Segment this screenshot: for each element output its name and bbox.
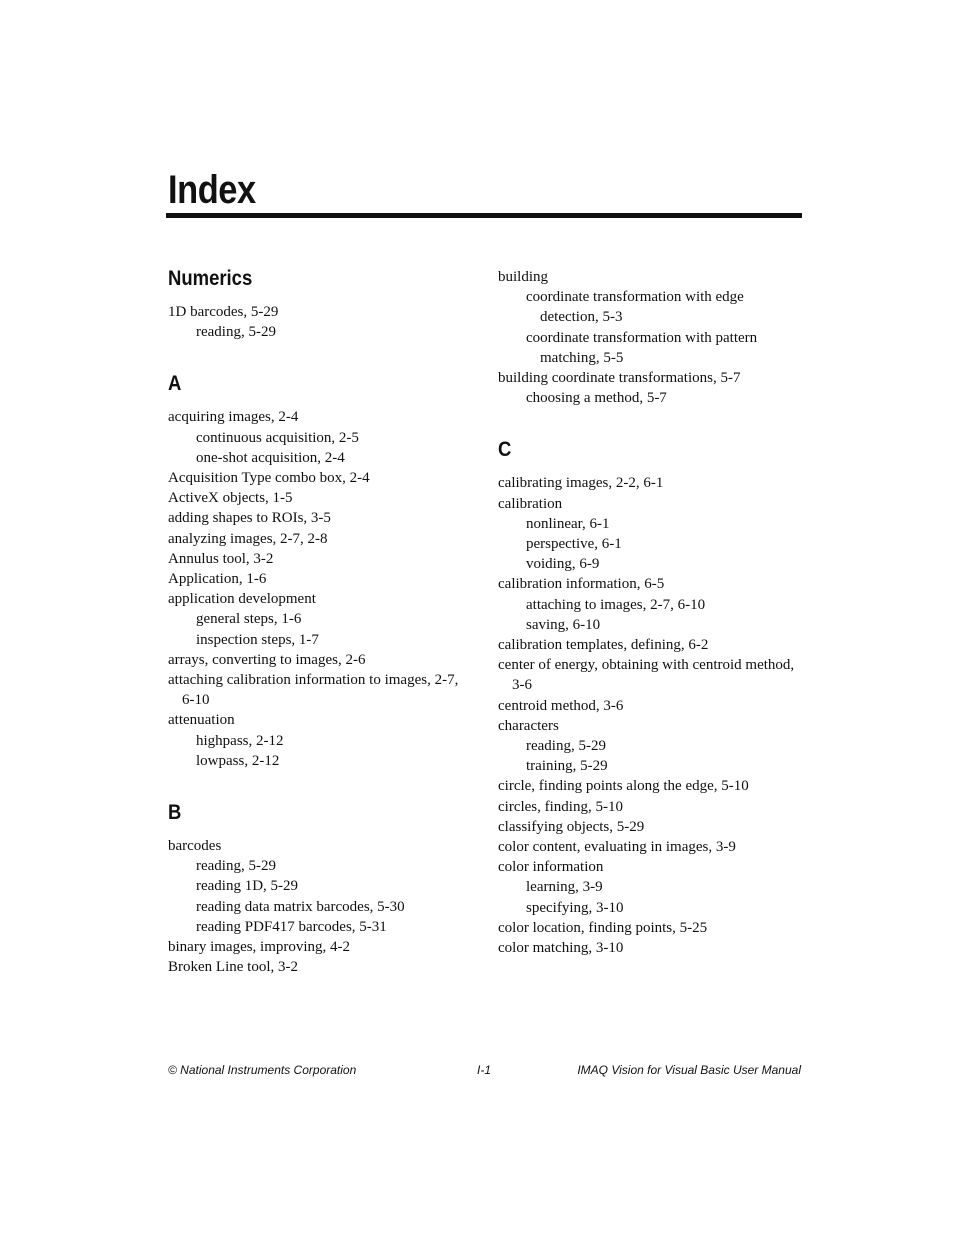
index-column-left (168, 260, 468, 977)
index-entry: 1D barcodes, 5-29 (168, 304, 279, 320)
index-subentry: coordinate transformation with pattern matching, 5-5 (526, 329, 758, 366)
index-entry: attaching calibration information to images, 2-7, 6-10 (168, 672, 459, 709)
index-subentry: voiding, 6-9 (526, 556, 600, 573)
index-subentry: nonlinear, 6-1 (526, 515, 610, 532)
title-rule (166, 213, 802, 218)
index-section-heading: A (168, 372, 182, 396)
index-section-heading: Numerics (168, 267, 253, 290)
index-entry: barcodes (168, 838, 222, 855)
index-subentry: continuous acquisition, 2-5 (196, 429, 359, 446)
page-title: Index (168, 168, 256, 212)
index-entry: acquiring images, 2-4 (168, 409, 299, 426)
index-entry: Application, 1-6 (168, 571, 267, 588)
index-subentry: reading 1D, 5-29 (196, 878, 299, 895)
index-entry: color location, finding points, 5-25 (498, 919, 708, 936)
footer-page-number: I-1 (477, 1063, 492, 1077)
index-subentry: specifying, 3-10 (526, 899, 624, 916)
index-subentry: attaching to images, 2-7, 6-10 (526, 596, 706, 613)
index-entry: building (498, 269, 549, 285)
index-subentry: one-shot acquisition, 2-4 (196, 449, 345, 466)
index-entry: calibration information, 6-5 (498, 576, 665, 593)
index-subentry: lowpass, 2-12 (196, 752, 280, 769)
index-subentry: inspection steps, 1-7 (196, 631, 319, 648)
index-subentry: choosing a method, 5-7 (526, 390, 667, 407)
index-entry: circle, finding points along the edge, 5-10 (498, 778, 749, 795)
index-section-heading: C (498, 438, 512, 462)
index-entry: circles, finding, 5-10 (498, 798, 623, 815)
index-entry: color information (498, 859, 604, 876)
index-entry: calibration (498, 495, 563, 512)
index-entry: Acquisition Type combo box, 2-4 (168, 470, 370, 487)
index-entry: attenuation (168, 712, 235, 729)
index-subentry: learning, 3-9 (526, 879, 603, 896)
index-entry: Broken Line tool, 3-2 (168, 959, 298, 976)
index-subentry: saving, 6-10 (526, 616, 601, 633)
index-entry: binary images, improving, 4-2 (168, 939, 351, 956)
index-subentry: coordinate transformation with edge detection, 5-3 (526, 289, 744, 326)
index-entry: arrays, converting to images, 2-6 (168, 651, 366, 668)
footer-manual-title: IMAQ Vision for Visual Basic User Manual (577, 1063, 801, 1077)
index-subentry: perspective, 6-1 (526, 536, 622, 553)
index-entry: building coordinate transformations, 5-7 (498, 370, 741, 387)
index-entry: Annulus tool, 3-2 (168, 550, 274, 567)
index-entry: analyzing images, 2-7, 2-8 (168, 530, 328, 547)
index-subentry: reading, 5-29 (526, 738, 606, 755)
index-subentry: reading, 5-29 (196, 324, 276, 341)
index-entry: color content, evaluating in images, 3-9 (498, 839, 736, 856)
index-subentry: reading, 5-29 (196, 858, 276, 875)
index-section-heading: B (168, 801, 182, 825)
index-entry: calibrating images, 2-2, 6-1 (498, 475, 664, 492)
index-entry: classifying objects, 5-29 (498, 818, 645, 835)
index-subentry: reading data matrix barcodes, 5-30 (196, 898, 405, 915)
index-entry: centroid method, 3-6 (498, 697, 624, 714)
index-subentry: highpass, 2-12 (196, 732, 284, 749)
section-gap (498, 408, 798, 437)
index-entry: center of energy, obtaining with centroid method, 3-6 (498, 657, 795, 694)
index-subentry: training, 5-29 (526, 758, 608, 775)
index-subentry: reading PDF417 barcodes, 5-31 (196, 918, 387, 935)
index-entry: adding shapes to ROIs, 3-5 (168, 510, 331, 527)
index-entry: color matching, 3-10 (498, 940, 624, 957)
index-entry: characters (498, 717, 559, 734)
section-gap (168, 342, 468, 371)
index-entry: ActiveX objects, 1-5 (168, 490, 293, 507)
index-subentry: general steps, 1-6 (196, 611, 302, 628)
index-column-right (498, 267, 798, 958)
index-entry: application development (168, 591, 316, 608)
footer-copyright: © National Instruments Corporation (168, 1063, 357, 1077)
index-entry: calibration templates, defining, 6-2 (498, 637, 709, 654)
section-gap (168, 771, 468, 800)
